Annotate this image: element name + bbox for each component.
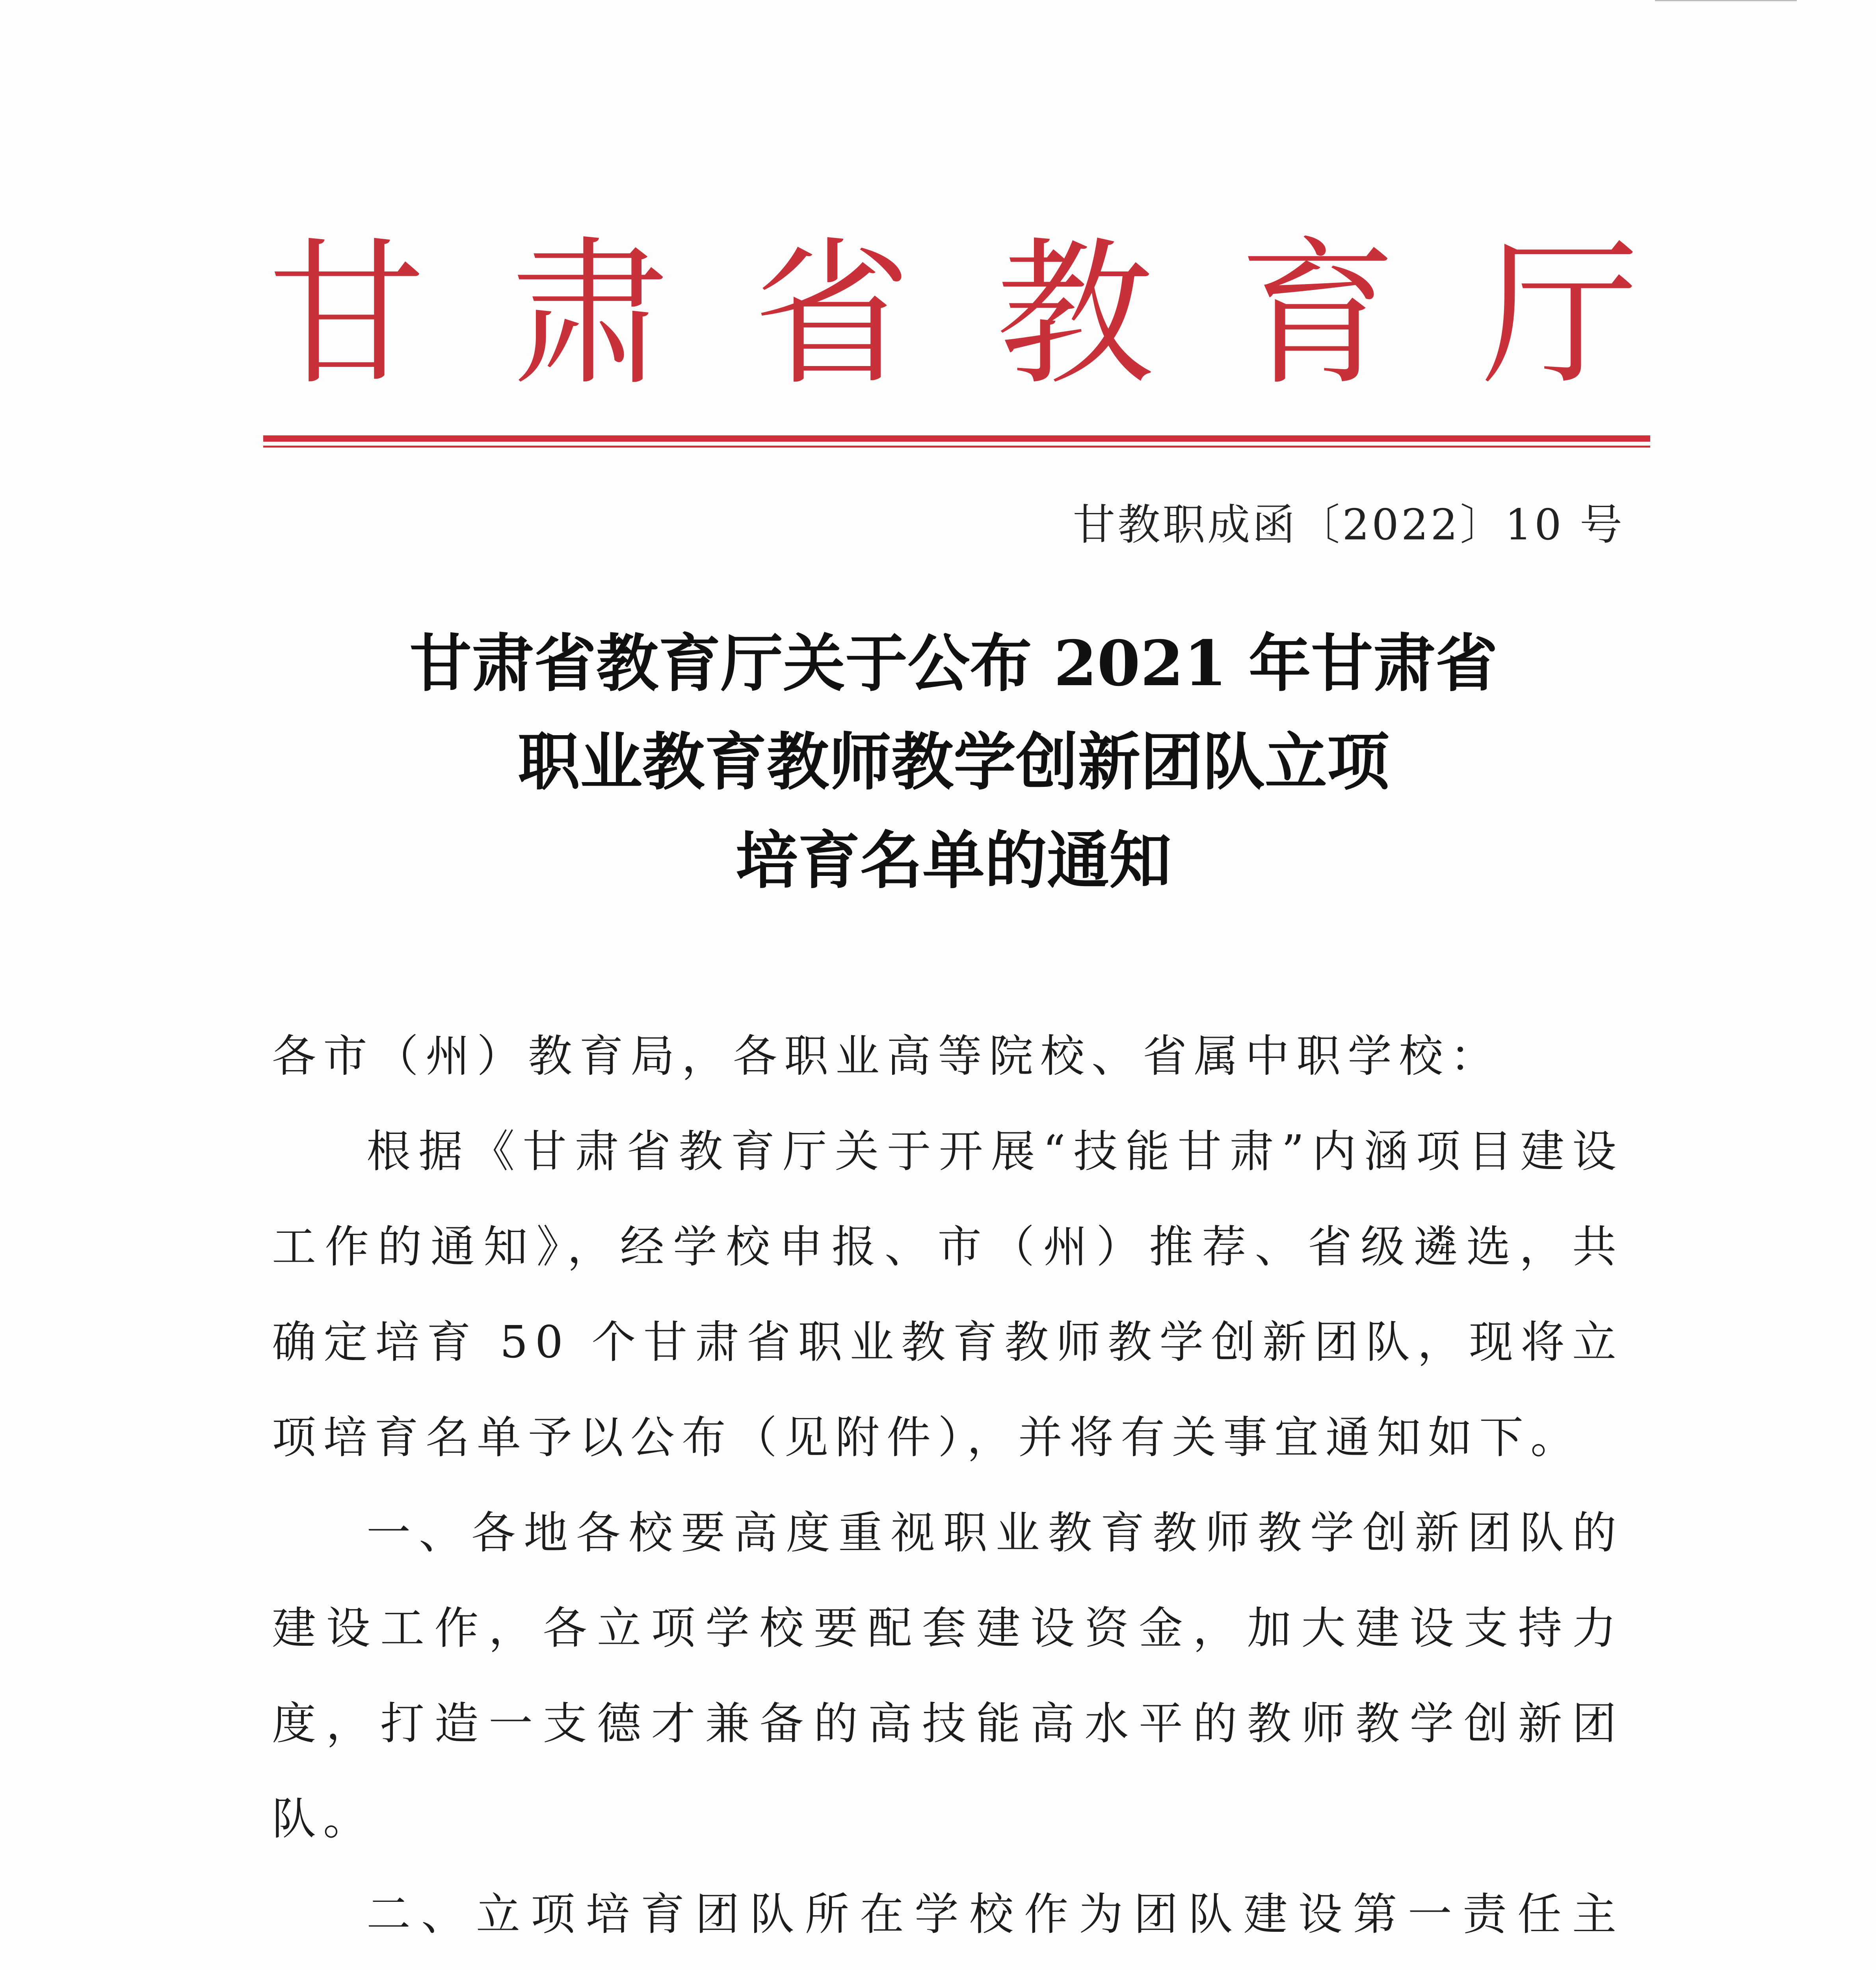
header-rule-thick	[263, 435, 1650, 442]
salutation: 各市（州）教育局，各职业高等院校、省属中职学校：	[272, 1031, 1501, 1082]
title-line: 职业教育教师教学创新团队立项	[518, 726, 1389, 799]
organization-name-char: 厅	[1482, 223, 1639, 407]
title-line: 培育名单的通知	[736, 824, 1171, 897]
organization-name-char: 甘	[268, 223, 426, 407]
document-body	[272, 1009, 1623, 1970]
organization-name-char: 省	[753, 223, 911, 407]
organization-name-char: 育	[1239, 223, 1396, 407]
scan-edge-line	[1655, 0, 1797, 5]
title-line: 甘肃省教育厅关于公布 2021 年甘肃省	[409, 627, 1498, 700]
organization-name-char: 教	[996, 223, 1154, 407]
header-rule-thin	[263, 446, 1650, 448]
document-number: 甘教职成函〔2022〕10 号	[1073, 500, 1625, 550]
document-title	[276, 615, 1631, 910]
body-paragraph: 二、立项培育团队所在学校作为团队建设第一责任主	[366, 1889, 1623, 1940]
organization-name-char: 肃	[511, 223, 668, 407]
body-paragraph: 根据《甘肃省教育厅关于开展“技能甘肃”内涵项目建设工作的通知》，经学校申报、市（州）推荐、省级遴选，共确定培育 50 个甘肃省职业教育教师教学创新团队，现将立项培育名单予以公布（见附件），并将有关事宜通知如下。	[272, 1126, 1623, 1463]
organization-header	[268, 221, 1639, 410]
body-paragraph: 一、各地各校要高度重视职业教育教师教学创新团队的建设工作，各立项学校要配套建设资金，加大建设支持力度，打造一支德才兼备的高技能高水平的教师教学创新团队。	[272, 1507, 1623, 1845]
header-red-rule	[263, 435, 1650, 448]
